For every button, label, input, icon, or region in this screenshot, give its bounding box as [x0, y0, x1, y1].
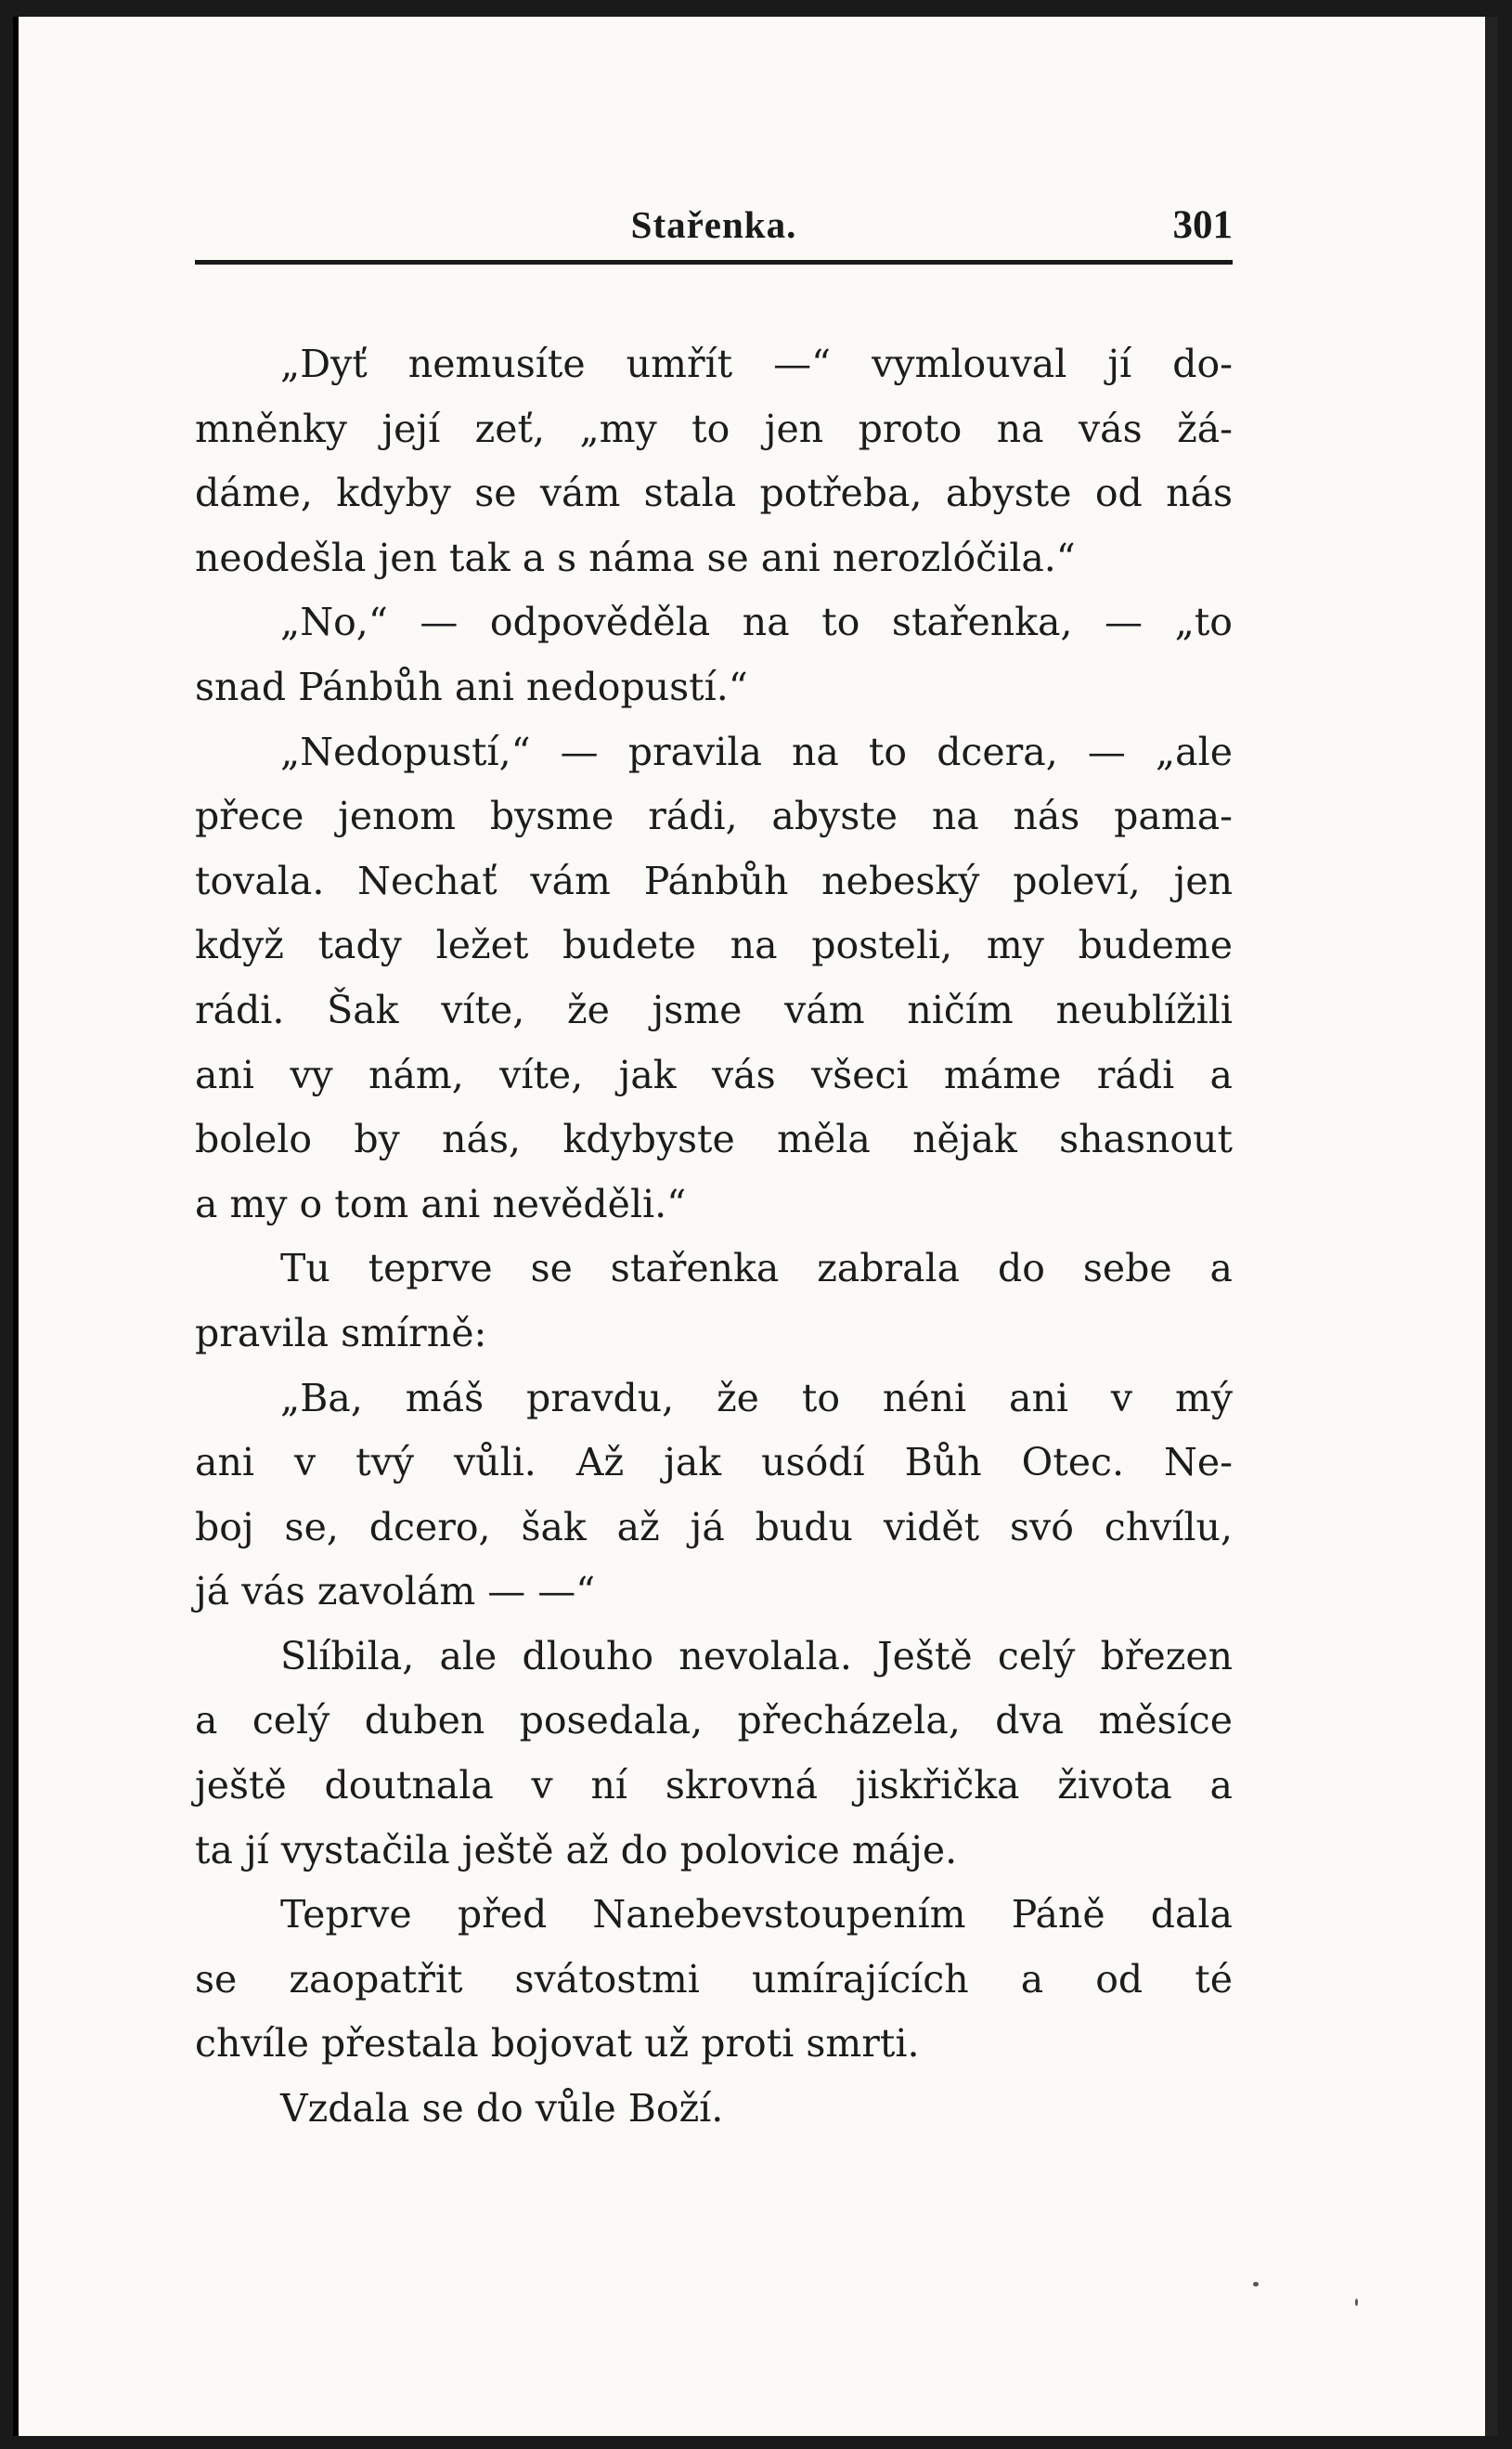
text-line: já vás zavolám — —“ [195, 1569, 596, 1614]
text-line: ta jí vystačila ještě až do polovice máje. [195, 1827, 958, 1872]
body-text [195, 332, 1233, 2142]
text-line: Teprve před Nanebevstoupením Páně dala [280, 1892, 1233, 1937]
running-title: Stařenka. [630, 203, 797, 246]
text-line: „Dyť nemusíte umřít —“ vymlouval jí do- [280, 342, 1233, 386]
text-line: rádi. Šak víte, že jsme vám ničím neublížili [195, 987, 1233, 1032]
text-line: bolelo by nás, kdybyste měla nějak shasnout [195, 1117, 1233, 1162]
text-line: a celý duben posedala, přecházela, dva měsíce [195, 1698, 1233, 1743]
paper-specks [1253, 2282, 1364, 2393]
text-line: ani vy nám, víte, jak vás všeci máme rádi a [195, 1052, 1233, 1097]
text-line: když tady ležet budete na posteli, my budeme [195, 923, 1233, 968]
text-line: Tu teprve se stařenka zabrala do sebe a [280, 1246, 1233, 1291]
text-line: dáme, kdyby se vám stala potřeba, abyste od nás [195, 471, 1233, 516]
text-line: neodešla jen tak a s náma se ani nerozlóčila.“ [195, 535, 1076, 580]
text-line: chvíle přestala bojovat už proti smrti. [195, 2021, 920, 2067]
text-line: „Ba, máš pravdu, že to néni ani v mý [280, 1375, 1233, 1420]
text-line: pravila smírně: [195, 1310, 487, 1355]
text-line: se zaopatřit svátostmi umírajících a od té [195, 1956, 1233, 2002]
page-number: 301 [1172, 203, 1233, 247]
text-line: a my o tom ani nevěděli.“ [195, 1181, 687, 1226]
text-line: snad Pánbůh ani nedopustí.“ [195, 664, 748, 709]
text-line: ještě doutnala v ní skrovná jiskřička života a [195, 1763, 1233, 1808]
text-line: „Nedopustí,“ — pravila na to dcera, — „ale [280, 729, 1233, 774]
text-line: tovala. Nechať vám Pánbůh nebeský poleví, jen [195, 858, 1233, 903]
page-header [195, 202, 1233, 265]
text-line: mněnky její zeť, „my to jen proto na vás žá- [195, 406, 1233, 451]
book-page [13, 17, 1498, 2436]
text-line: „No,“ — odpověděla na to stařenka, — „to [280, 600, 1233, 645]
text-line: boj se, dcero, šak až já budu vidět svó chvílu, [195, 1504, 1233, 1549]
text-line: Vzdala se do vůle Boží. [280, 2086, 724, 2132]
text-line: přece jenom bysme rádi, abyste na nás pama- [195, 794, 1233, 839]
text-line: ani v tvý vůli. Až jak usódí Bůh Otec. Ne- [195, 1440, 1233, 1485]
text-line: Slíbila, ale dlouho nevolala. Ještě celý březen [280, 1633, 1233, 1678]
